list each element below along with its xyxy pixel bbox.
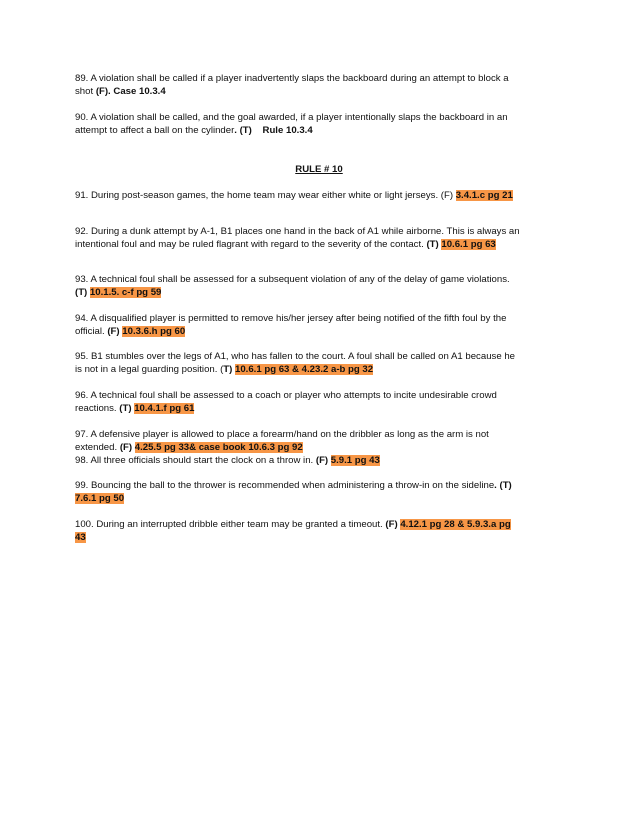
q93-line1: 93. A technical foul shall be assessed for a subsequent violation of any of the delay of game violations. (75, 274, 510, 285)
q95-line2 (75, 363, 575, 376)
q93-line2 (75, 286, 575, 299)
q100-text: 100. During an interrupted dribble either team may be granted a timeout. (75, 519, 386, 530)
q92-answer: (T) (426, 239, 439, 250)
q95-reference: 10.6.1 pg 63 & 4.23.2 a-b pg 32 (235, 364, 374, 375)
q92-text: intentional foul and may be ruled flagrant with regard to the severity of the contact. (75, 239, 427, 250)
q89-line2 (75, 85, 575, 98)
q93-answer: (T) (75, 287, 88, 298)
q92-line2 (75, 238, 575, 251)
q95-answer: T) (223, 364, 233, 375)
q90-line2 (75, 124, 575, 137)
question-89 (75, 72, 575, 98)
q98-reference: 5.9.1 pg 43 (330, 455, 380, 466)
q95-line1: 95. B1 stumbles over the legs of A1, who has fallen to the court. A foul shall be called on A1 because he (75, 351, 515, 362)
question-99 (75, 479, 575, 505)
q95-text: is not in a legal guarding position. ( (75, 364, 224, 375)
q100-reference: 4.12.1 pg 28 & 5.9.3.a pg (400, 519, 511, 530)
q99-answer: . (T) (494, 480, 512, 491)
q97-reference: 4.25.5 pg 33& case book 10.6.3 pg 92 (134, 442, 303, 453)
q94-text: official. (75, 326, 108, 337)
q91-line1 (75, 189, 575, 202)
q96-line2 (75, 402, 575, 415)
question-93 (75, 273, 575, 299)
q100-line2 (75, 531, 575, 544)
rule-heading: RULE # 10 (295, 164, 343, 175)
q97-line2 (75, 441, 575, 454)
q94-reference: 10.3.6.h pg 60 (122, 326, 186, 337)
q89-line1: 89. A violation shall be called if a player inadvertently slaps the backboard during an attempt to block a (75, 73, 509, 84)
q94-line2 (75, 325, 575, 338)
q96-text: reactions. (75, 403, 120, 414)
q96-answer: (T) (119, 403, 132, 414)
q98-answer: (F) (315, 455, 329, 466)
q96-reference: 10.4.1.f pg 61 (134, 403, 195, 414)
question-95 (75, 350, 575, 376)
question-91 (75, 189, 575, 202)
q93-reference: 10.1.5. c-f pg 59 (89, 287, 162, 298)
q89-text: shot (75, 86, 96, 97)
q91-reference: 3.4.1.c pg 21 (455, 190, 513, 201)
question-90 (75, 111, 575, 137)
q98-text: 98. All three officials should start the clock on a throw in. (75, 455, 316, 466)
q99-reference: 7.6.1 pg 50 (75, 493, 125, 504)
q100-reference-cont: 43 (75, 532, 86, 543)
q99-line2 (75, 492, 575, 505)
q90-line1: 90. A violation shall be called, and the goal awarded, if a player intentionally slaps the backboard in an (75, 112, 508, 123)
question-92 (75, 225, 575, 251)
q97-line1: 97. A defensive player is allowed to place a forearm/hand on the dribbler as long as the arm is not (75, 429, 489, 440)
q97-answer: (F) (119, 442, 133, 453)
q89-answer: (F). Case 10.3.4 (95, 86, 166, 97)
q91-text: 91. During post-season games, the home team may wear either white or light jerseys. (F) (75, 190, 456, 201)
q99-line1 (75, 479, 575, 492)
question-96 (75, 389, 575, 415)
q98-line1 (75, 454, 575, 467)
question-100 (75, 518, 575, 544)
q99-text: 99. Bouncing the ball to the thrower is recommended when administering a throw-in on the sideline (75, 480, 495, 491)
q100-line1 (75, 518, 575, 531)
q90-answer: . (T) Rule 10.3.4 (234, 125, 313, 136)
q96-line1: 96. A technical foul shall be assessed to a coach or player who attempts to incite undesirable crowd (75, 390, 497, 401)
q92-line1: 92. During a dunk attempt by A-1, B1 places one hand in the back of A1 while airborne. This is always an (75, 226, 520, 237)
q90-text: attempt to affect a ball on the cylinder (75, 125, 235, 136)
q94-answer: (F) (107, 326, 120, 337)
question-98 (75, 454, 575, 467)
q97-text: extended. (75, 442, 120, 453)
question-97 (75, 428, 575, 454)
q100-answer: (F) (385, 519, 398, 530)
q92-reference: 10.6.1 pg 63 (441, 239, 496, 250)
q94-line1: 94. A disqualified player is permitted to remove his/her jersey after being notified of the fifth foul by the (75, 313, 507, 324)
question-94 (75, 312, 575, 338)
